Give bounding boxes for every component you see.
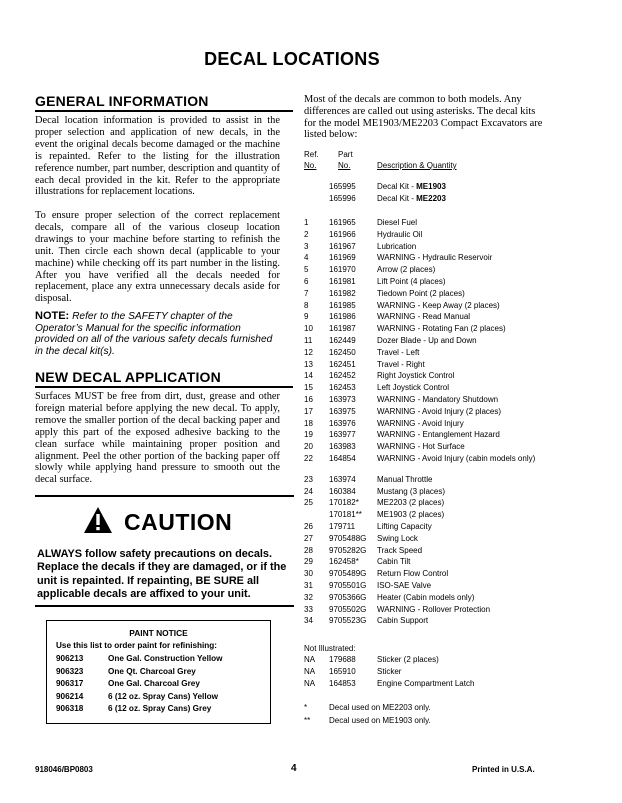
footnote-text: Decal used on ME2203 only.	[329, 703, 431, 712]
kit-label: Decal Kit -	[377, 194, 417, 204]
paint-description: One Gal. Construction Yellow	[108, 654, 223, 663]
decal-part-number: 162449	[329, 336, 356, 345]
decal-row	[304, 348, 564, 359]
decal-ref: 30	[304, 569, 313, 579]
decal-description	[377, 182, 557, 192]
decal-ref: 5	[304, 265, 309, 275]
decal-part-number: 164854	[329, 454, 356, 463]
decal-description: Manual Throttle	[377, 474, 433, 484]
decal-row	[304, 312, 564, 323]
decal-ref: 32	[304, 592, 313, 602]
decal-row	[304, 419, 564, 430]
decal-description: Diesel Fuel	[377, 218, 418, 227]
decal-description: WARNING - Rotating Fan (2 places)	[377, 324, 506, 334]
decal-ref: 24	[304, 486, 313, 496]
decal-kit-intro: Most of the decals are common to both models. Any differences are called out using asterisks. The decal kits for the model ME1903/ME2203 Compact Excavators are listed below:	[304, 94, 543, 141]
decal-ref: 20	[304, 442, 313, 452]
decal-part-number: 162451	[329, 359, 356, 369]
page-number: 4	[291, 763, 297, 774]
decal-ref: 10	[304, 324, 313, 334]
decal-row	[304, 593, 564, 604]
decal-part-number: 9705502G	[329, 604, 367, 614]
decal-part-number: 163975	[329, 406, 356, 416]
decal-ref: 29	[304, 557, 313, 567]
paint-notice-subtitle: Use this list to order paint for refinishing:	[56, 641, 218, 650]
decal-ref: 25	[304, 498, 313, 508]
general-paragraph-2: To ensure proper selection of the correct replacement decals, compare all of the various closeup location drawings to your machine before starting to refinish the unit. Then circle each shown decal (applicable to your machine) while checking off its part number in the listing. After you have verified all the decals needed for replacement, place any extra unnecessary decals aside for disposal.	[35, 210, 280, 305]
decal-ref: 14	[304, 371, 313, 381]
decal-ref: 7	[304, 288, 309, 298]
decal-part-number: 163974	[329, 474, 356, 484]
part-header-no: No.	[338, 161, 351, 170]
decal-description: WARNING - Hot Surface	[377, 442, 465, 452]
decal-part-number: 161967	[329, 241, 356, 251]
note-label: NOTE:	[35, 310, 70, 322]
caution-bottom-rule	[35, 605, 294, 607]
decal-table-header	[304, 150, 554, 174]
decal-part-number: 9705523G	[329, 616, 367, 626]
decal-ref: 28	[304, 545, 313, 555]
decal-part-number: 165996	[329, 194, 356, 204]
ref-header: Ref.	[304, 150, 319, 159]
decal-description: WARNING - Entanglement Hazard	[377, 430, 500, 440]
decal-row	[304, 253, 564, 264]
decal-row	[304, 383, 564, 394]
paint-part-number: 906213	[56, 654, 84, 663]
decal-row	[304, 324, 564, 335]
decal-part-number: 161970	[329, 265, 356, 275]
decal-ref: 13	[304, 359, 313, 369]
decal-part-number: 179688	[329, 655, 356, 664]
decal-row	[304, 605, 564, 616]
decal-row	[304, 498, 564, 509]
decal-description: WARNING - Avoid Injury (2 places)	[377, 406, 502, 416]
decal-description: Heater (Cabin models only)	[377, 592, 475, 602]
decal-ref: 17	[304, 406, 313, 416]
decal-ref: 19	[304, 430, 313, 440]
decal-description: Mustang (3 places)	[377, 486, 446, 496]
decal-description: Track Speed	[377, 545, 423, 555]
kit-model: ME2203	[416, 194, 446, 204]
decal-ref: 33	[304, 604, 313, 614]
decal-part-number: 165910	[329, 667, 356, 676]
decal-row	[304, 336, 564, 347]
decal-row	[304, 289, 564, 300]
paint-description: 6 (12 oz. Spray Cans) Yellow	[108, 691, 218, 701]
decal-part-number: 170181**	[329, 510, 362, 520]
decal-ref: 12	[304, 347, 313, 357]
decal-row	[304, 301, 564, 312]
decal-part-number: 163977	[329, 430, 356, 440]
decal-description: Dozer Blade - Up and Down	[377, 336, 477, 345]
decal-row	[304, 616, 564, 627]
footnote	[304, 716, 564, 727]
decal-ref: NA	[304, 679, 316, 688]
decal-row	[304, 667, 564, 678]
decal-part-number: 161966	[329, 229, 356, 239]
decal-row	[304, 395, 564, 406]
general-information-heading: GENERAL INFORMATION	[35, 93, 209, 109]
decal-description: Travel - Right	[377, 359, 425, 369]
decal-row	[304, 487, 564, 498]
decal-part-number: 161982	[329, 288, 356, 298]
decal-row	[304, 534, 564, 545]
new-decal-paragraph: Surfaces MUST be free from dirt, dust, grease and other foreign material before applying the new decal. To apply, remove the smaller portion of the decal backing paper and apply this part of the exposed adhesive backing to the clean surface while maintaining proper position and alignment. Peel the other portion of the backing paper off slowly while applying hand pressure to smooth out the decal surface.	[35, 391, 280, 486]
kit-label: Decal Kit -	[377, 182, 417, 191]
decal-row	[304, 442, 564, 453]
new-decal-heading: NEW DECAL APPLICATION	[35, 369, 221, 385]
document-number: 918046/BP0803	[35, 765, 93, 774]
decal-ref: NA	[304, 655, 316, 664]
part-header: Part	[338, 150, 353, 159]
decal-part-number: 161985	[329, 300, 356, 310]
decal-part-number: 9705488G	[329, 533, 367, 543]
footnote-mark: **	[304, 716, 311, 725]
paint-description: One Qt. Charcoal Grey	[108, 666, 196, 676]
decal-description: WARNING - Read Manual	[377, 312, 471, 322]
decal-description: Lubrication	[377, 241, 417, 251]
decal-row	[304, 569, 564, 580]
decal-row	[304, 371, 564, 382]
paint-part-number: 906214	[56, 691, 84, 701]
decal-row	[304, 407, 564, 418]
decal-part-number: 161986	[329, 312, 356, 322]
decal-row	[304, 655, 564, 666]
decal-part-number: 161987	[329, 324, 356, 334]
decal-part-number: 162450	[329, 347, 356, 357]
decal-ref: 27	[304, 533, 313, 543]
decal-ref: 23	[304, 474, 313, 484]
decal-row	[304, 475, 564, 486]
paint-part-number: 906323	[56, 666, 84, 676]
decal-row	[304, 557, 564, 568]
decal-part-number: 163976	[329, 418, 356, 428]
decal-part-number: 9705366G	[329, 592, 367, 602]
decal-part-number: 170182*	[329, 498, 359, 508]
not-illustrated-label: Not Illustrated:	[304, 644, 356, 653]
warning-triangle-icon	[83, 506, 113, 534]
decal-description: Cabin Support	[377, 616, 429, 626]
decal-description: Sticker (2 places)	[377, 655, 439, 664]
footnote-text: Decal used on ME1903 only.	[329, 716, 431, 725]
decal-description: WARNING - Hydraulic Reservoir	[377, 253, 493, 263]
decal-part-number: 9705282G	[329, 545, 367, 555]
decal-ref: 34	[304, 616, 313, 626]
footnote	[304, 703, 564, 714]
decal-description: Lifting Capacity	[377, 522, 432, 531]
decal-description: Return Flow Control	[377, 569, 449, 579]
caution-label: CAUTION	[124, 509, 233, 535]
decal-description: WARNING - Avoid Injury (cabin models only)	[377, 454, 536, 463]
decal-row	[304, 218, 564, 229]
decal-ref: 31	[304, 581, 313, 590]
decal-row	[304, 194, 564, 205]
decal-part-number: 160384	[329, 486, 356, 496]
decal-ref: 11	[304, 336, 313, 345]
decal-description: ME1903 (2 places)	[377, 510, 445, 520]
decal-row	[304, 454, 564, 465]
decal-part-number: 163983	[329, 442, 356, 452]
kit-model: ME1903	[416, 182, 446, 191]
decal-description: Swing Lock	[377, 533, 418, 543]
decal-description: Hydraulic Oil	[377, 229, 423, 239]
decal-row	[304, 265, 564, 276]
decal-part-number: 9705489G	[329, 569, 367, 579]
section-rule	[35, 386, 293, 388]
caution-text: ALWAYS follow safety precautions on decals. Replace the decals if they are damaged, or if the unit is repainted. If repainting, BE SURE all applicable decals are affixed to your unit.	[37, 548, 287, 600]
decal-part-number: 162458*	[329, 557, 359, 567]
decal-ref: 18	[304, 418, 313, 428]
decal-description: Cabin Tilt	[377, 557, 411, 567]
footnote-mark: *	[304, 703, 308, 712]
decal-ref: 9	[304, 312, 309, 322]
decal-description: WARNING - Rollover Protection	[377, 604, 491, 614]
decal-description: WARNING - Avoid Injury	[377, 418, 464, 428]
decal-part-number: 9705501G	[329, 581, 367, 590]
decal-row	[304, 277, 564, 288]
safety-note	[35, 311, 281, 357]
caution-top-rule	[35, 495, 294, 497]
decal-ref: 15	[304, 383, 313, 393]
decal-ref: 22	[304, 454, 313, 463]
decal-part-number: 161965	[329, 218, 356, 227]
paint-description: 6 (12 oz. Spray Cans) Grey	[108, 704, 212, 714]
decal-ref: NA	[304, 667, 316, 676]
decal-part-number: 163973	[329, 395, 356, 404]
decal-description	[377, 194, 557, 204]
decal-part-number: 162452	[329, 371, 356, 381]
printed-in: Printed in U.S.A.	[472, 765, 535, 774]
decal-ref: 2	[304, 229, 309, 239]
decal-row	[304, 242, 564, 253]
decal-part-number: 164853	[329, 679, 356, 688]
decal-ref: 8	[304, 300, 309, 310]
section-rule	[35, 110, 293, 112]
decal-ref: 3	[304, 241, 309, 251]
decal-row	[304, 360, 564, 371]
paint-part-number: 906317	[56, 679, 84, 689]
decal-description: ME2203 (2 places)	[377, 498, 445, 508]
decal-ref: 16	[304, 395, 313, 404]
decal-ref: 26	[304, 522, 313, 531]
paint-description: One Gal. Charcoal Grey	[108, 679, 200, 689]
general-paragraph-1: Decal location information is provided to assist in the proper selection and application of new decals, in the event the original decals become damaged or the machine is repainted. Refer to the listing for the illustration reference number, part number, description and quantity of each decal provided in the kit. Refer to the appropriate illustrations for replacement locations.	[35, 115, 280, 198]
decal-row	[304, 182, 564, 193]
decal-description: Arrow (2 places)	[377, 265, 436, 275]
decal-row	[304, 679, 564, 690]
decal-part-number: 161981	[329, 277, 356, 286]
decal-row	[304, 430, 564, 441]
decal-description: Left Joystick Control	[377, 383, 450, 393]
decal-description: Tiedown Point (2 places)	[377, 288, 465, 298]
paint-notice-title: PAINT NOTICE	[129, 628, 188, 638]
decal-row	[304, 522, 564, 533]
decal-part-number: 162453	[329, 383, 356, 393]
decal-description: WARNING - Keep Away (2 places)	[377, 300, 500, 310]
decal-description: Right Joystick Control	[377, 371, 455, 381]
decal-description: Engine Compartment Latch	[377, 679, 475, 688]
decal-row	[304, 581, 564, 592]
decal-row	[304, 230, 564, 241]
decal-row	[304, 510, 564, 521]
note-text: Refer to the SAFETY chapter of the Operator’s Manual for the specific information provided on all of the various safety decals furnished in the decal kit(s).	[35, 311, 273, 357]
decal-description: Lift Point (4 places)	[377, 277, 446, 286]
decal-description: Sticker	[377, 667, 402, 676]
decal-ref: 6	[304, 277, 309, 286]
description-header: Description & Quantity	[377, 161, 457, 170]
decal-row	[304, 546, 564, 557]
page-title: DECAL LOCATIONS	[204, 49, 380, 69]
decal-ref: 4	[304, 253, 309, 263]
decal-description: WARNING - Mandatory Shutdown	[377, 395, 499, 404]
decal-part-number: 161969	[329, 253, 356, 263]
decal-description: Travel - Left	[377, 347, 420, 357]
paint-part-number: 906318	[56, 704, 84, 714]
decal-part-number: 179711	[329, 522, 356, 531]
paint-notice	[46, 620, 271, 724]
decal-description: ISO-SAE Valve	[377, 581, 432, 590]
ref-header-no: No.	[304, 161, 317, 170]
decal-part-number: 165995	[329, 182, 356, 191]
decal-ref: 1	[304, 218, 309, 227]
